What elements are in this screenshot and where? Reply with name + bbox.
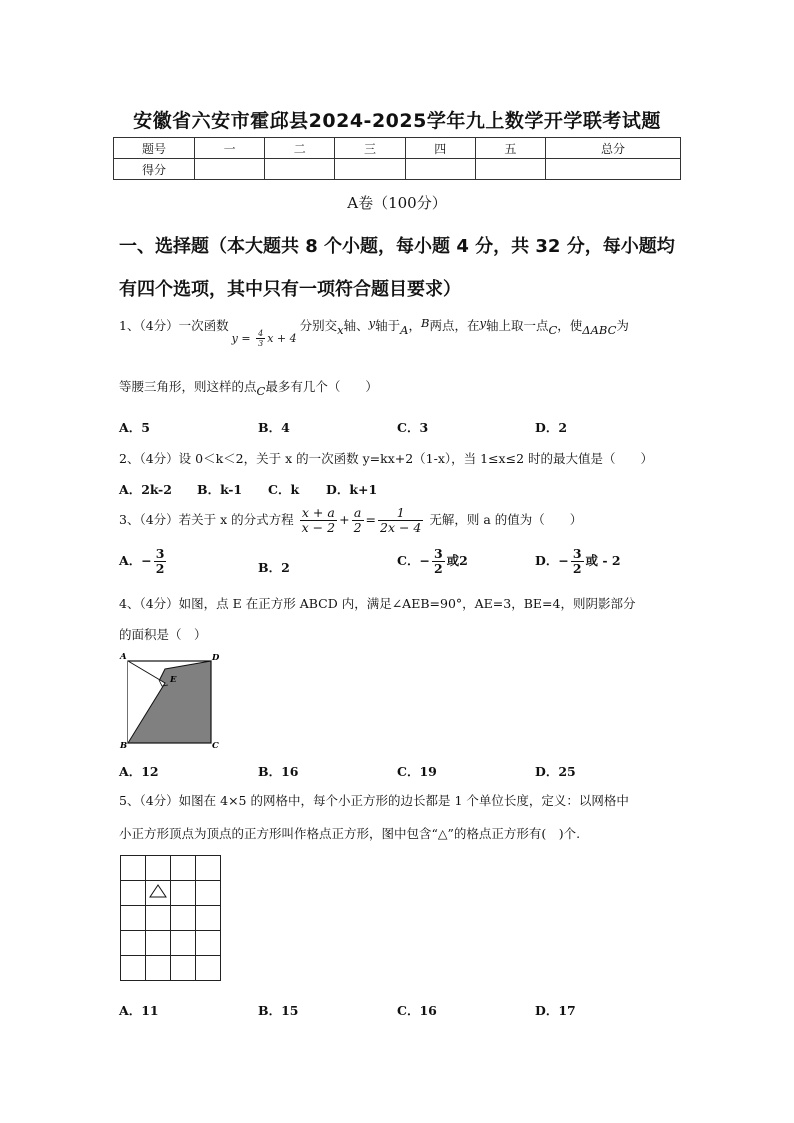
q3-option-d[interactable] [535, 547, 621, 576]
q1-option-c[interactable]: C．3 [397, 420, 429, 435]
q1-text: 分别交 [299, 318, 338, 333]
q1-prefix: 1、（4分）一次函数 [119, 318, 229, 333]
q3-option-c-num: 3 [433, 546, 443, 561]
q3-plus: + [339, 512, 350, 527]
q3-f2-den: 2 [353, 520, 362, 535]
q1-formula-y: y = [231, 332, 255, 345]
q1-point-c: C [548, 323, 558, 337]
score-table-score-row [114, 159, 681, 180]
q3-fraction-3 [378, 506, 423, 535]
q1-formula-tail: x + 4 [267, 332, 297, 345]
q1-text: 轴、 [343, 318, 369, 333]
score-input-cell[interactable] [405, 159, 475, 180]
q1-triangle: ΔABC [582, 323, 617, 337]
q3-equals: = [365, 512, 376, 527]
q1-x-var: x [337, 323, 344, 337]
q1-line2-end: 最多有几个（ ） [265, 379, 378, 394]
q3-option-a-den: 2 [155, 561, 165, 576]
q5-triangle-marker [150, 885, 166, 897]
score-header-cell: 三 [335, 138, 405, 159]
q3-f3-num: 1 [378, 506, 423, 521]
q2-option-a[interactable]: A．2k-2 [119, 482, 172, 497]
q2-option-b[interactable]: B．k-1 [197, 482, 243, 497]
q1-point-c-2: C [256, 384, 266, 398]
question-1-line2 [119, 377, 378, 398]
q5-grid [121, 856, 221, 981]
score-row-label: 得分 [114, 159, 195, 180]
q3-option-d-suffix: 或 - 2 [585, 553, 621, 568]
score-input-cell[interactable] [195, 159, 265, 180]
q4-option-d[interactable]: D．25 [535, 764, 576, 779]
q3-option-a-num: 3 [155, 546, 165, 561]
q3-option-c-den: 2 [433, 561, 443, 576]
q1-point-a: A [400, 323, 409, 337]
q4-label-e: E [170, 675, 177, 685]
q1-text: ，使 [557, 318, 583, 333]
q3-option-a[interactable] [119, 547, 168, 576]
q1-point-b: B [420, 316, 430, 330]
question-4-line2: 的面积是（ ） [119, 627, 207, 642]
q1-text: 两点，在 [429, 318, 480, 333]
score-header-cell: 四 [405, 138, 475, 159]
score-table [113, 137, 681, 180]
q1-y-var: y [368, 316, 376, 330]
score-input-cell[interactable] [265, 159, 335, 180]
q3-suffix: 无解，则 a 的值为（ ） [429, 512, 583, 527]
q2-option-d[interactable]: D．k+1 [326, 482, 378, 497]
q3-f1-den: x − 2 [301, 520, 336, 535]
q1-y-var-2: y [479, 316, 486, 330]
q1-formula-den: 3 [258, 339, 264, 348]
q3-f3-den: 2x − 4 [380, 520, 422, 535]
score-input-cell[interactable] [546, 159, 681, 180]
q2-option-c[interactable]: C．k [268, 482, 300, 497]
q4-label-c: C [212, 741, 219, 750]
q5-option-a[interactable]: A．11 [119, 1003, 159, 1018]
question-5-line2: 小正方形顶点为顶点的正方形叫作格点正方形，图中包含“△”的格点正方形有( )个. [119, 826, 581, 841]
q3-option-d-frac [571, 547, 584, 576]
q5-option-b[interactable]: B．15 [258, 1003, 299, 1018]
q5-option-c[interactable]: C．16 [397, 1003, 437, 1018]
q5-grid-figure [120, 855, 222, 982]
q1-text: ， [408, 318, 421, 333]
score-input-cell[interactable] [335, 159, 405, 180]
section-a-heading: A卷（100分） [347, 194, 447, 212]
q3-option-c-frac [432, 547, 445, 576]
question-2-text: 2、（4分）设 0＜k＜2，关于 x 的一次函数 y=kx+2（1-x），当 1≤x≤2 时的最大值是（ ） [119, 451, 653, 466]
q3-f1-num: x + a [300, 506, 337, 521]
score-header-cell: 五 [475, 138, 545, 159]
q1-formula [232, 329, 297, 348]
q3-f2-num: a [352, 506, 364, 521]
q4-label-d: D [212, 653, 220, 663]
q3-option-c-label: C．− [397, 553, 430, 568]
q1-text: 轴于 [375, 318, 401, 333]
q1-option-b[interactable]: B．4 [258, 420, 290, 435]
question-4-line1: 4、（4分）如图，点 E 在正方形 ABCD 内，满足∠AEB=90°，AE=3，BE=4，则阴影部分 [119, 596, 636, 611]
q1-formula-frac [256, 329, 265, 348]
q4-option-b[interactable]: B．16 [258, 764, 299, 779]
question-5-line1: 5、（4分）如图在 4×5 的网格中，每个小正方形的边长都是 1 个单位长度，定义：以网格中 [119, 793, 629, 808]
q4-option-a[interactable]: A．12 [119, 764, 159, 779]
q4-label-b: B [120, 741, 128, 750]
part1-heading-line1: 一、选择题（本大题共 8 个小题，每小题 4 分，共 32 分，每小题均 [119, 236, 675, 257]
q1-option-d[interactable]: D．2 [535, 420, 568, 435]
q3-option-c[interactable] [397, 547, 468, 576]
score-header-cell: 一 [195, 138, 265, 159]
q1-text: 轴上取一点 [485, 318, 549, 333]
q3-fraction-2 [352, 506, 364, 535]
q3-option-a-label: A．− [119, 553, 152, 568]
question-1-line1 [119, 316, 629, 348]
part1-heading-line2: 有四个选项，其中只有一项符合题目要求） [119, 279, 461, 300]
q1-formula-num: 4 [258, 329, 264, 338]
q3-fraction-1 [300, 506, 337, 535]
q3-option-c-suffix: 或2 [446, 553, 468, 568]
score-table-header-row [114, 138, 681, 159]
q4-option-c[interactable]: C．19 [397, 764, 437, 779]
q3-prefix: 3、（4分）若关于 x 的分式方程 [119, 512, 294, 527]
q4-label-a: A [120, 652, 127, 662]
q1-text: 为 [616, 318, 629, 333]
score-header-cell: 题号 [114, 138, 195, 159]
score-input-cell[interactable] [475, 159, 545, 180]
score-header-cell: 总分 [546, 138, 681, 159]
question-3-line [119, 506, 582, 535]
page-title: 安徽省六安市霍邱县2024-2025学年九上数学开学联考试题 [133, 110, 661, 132]
q5-option-d[interactable]: D．17 [535, 1003, 576, 1018]
score-header-cell: 二 [265, 138, 335, 159]
q3-option-d-den: 2 [572, 561, 582, 576]
q4-square-figure [115, 650, 225, 750]
q1-option-a[interactable]: A．5 [119, 420, 150, 435]
q3-option-b[interactable]: B．2 [258, 560, 290, 575]
q3-option-a-frac [154, 547, 167, 576]
q3-option-d-num: 3 [572, 546, 582, 561]
q3-option-d-label: D．− [535, 553, 569, 568]
q1-line2: 等腰三角形，则这样的点 [119, 379, 257, 394]
